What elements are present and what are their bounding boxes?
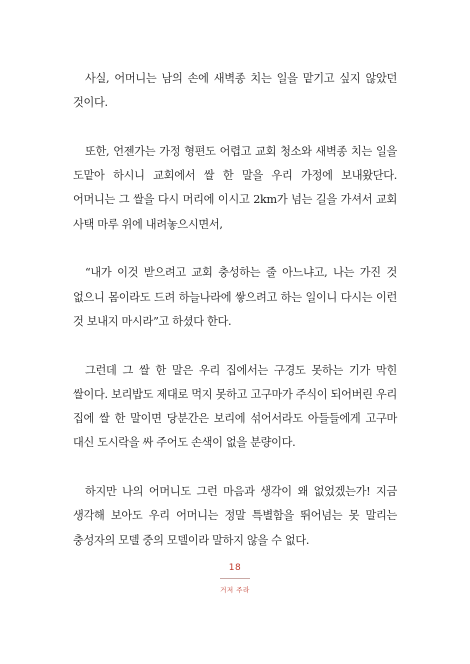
- page-number: 18: [228, 563, 242, 573]
- page-footer: [0, 563, 470, 594]
- body-text: [73, 67, 397, 577]
- paragraph-2: 또한, 언젠가는 가정 형편도 어렵고 교회 청소와 새벽종 치는 일을 도맡아 하시니 교회에서 쌀 한 말을 우리 가정에 보내왔단다. 어머니는 그 쌀을 다시 머리에 이시고 2km가 넘는 길을 가셔서 교회 사택 마루 위에 내려놓으시면서,: [73, 144, 397, 231]
- paragraph-1: 사실, 어머니는 남의 손에 새벽종 치는 일을 맡기고 싶지 않았던 것이다.: [73, 72, 397, 110]
- footer-divider: [220, 578, 250, 579]
- paragraph-5: 하지만 나의 어머니도 그런 마음과 생각이 왜 없었겠는가! 지금 생각해 보아도 우리 어머니는 정말 특별함을 뛰어넘는 못 말리는 충성자의 모델 중의 모델이라 말하지 않을 수 없다.: [73, 485, 397, 547]
- paragraph-4: 그런데 그 쌀 한 말은 우리 집에서는 구경도 못하는 기가 막힌 쌀이다. 보리밥도 제대로 먹지 못하고 고구마가 주식이 되어버린 우리 집에 쌀 한 말이면 당분간은 보리에 섞어서라도 아들들에게 고구마 대신 도시락을 싸 주어도 손색이 없을 분량이다.: [73, 363, 397, 450]
- paragraph-3: “내가 이것 받으려고 교회 충성하는 줄 아느냐고, 나는 가진 것 없으니 몸이라도 드려 하늘나라에 쌓으려고 하는 일이니 다시는 이런 것 보내지 마시라”고 하셨다 한다.: [73, 266, 397, 328]
- running-title: 거저 주라: [220, 586, 250, 594]
